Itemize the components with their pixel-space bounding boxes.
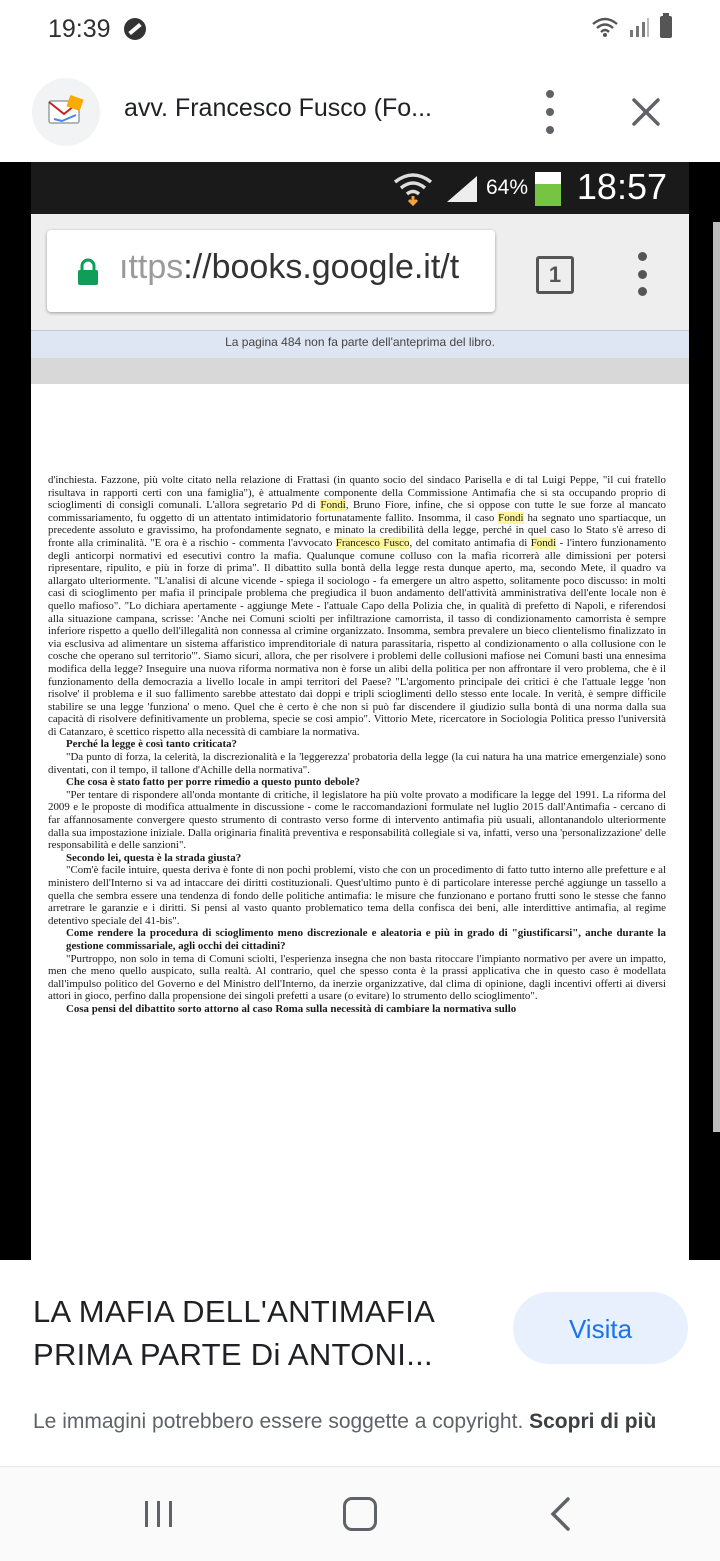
wifi-icon xyxy=(592,16,618,38)
inner-browser-toolbar xyxy=(31,214,689,330)
copyright-notice: Le immagini potrebbero essere soggette a copyright. Scopri di più xyxy=(33,1410,657,1433)
answer: "Da punto di forza, la celerità, la discrezionalità e la 'leggerezza' probatoria della legge (la cui natura ha una matrice emergenziale) sono diventati, con il tempo, il tallone d'Achille della normativa". xyxy=(48,751,666,776)
page-title: avv. Francesco Fusco (Fo... xyxy=(124,94,432,122)
question: Come rendere la procedura di scioglimento meno discrezionale e aleatoria e più in grado di "giustificarsi", anche durante la gestione commissariale, agli occhi dei cittadini? xyxy=(66,927,666,952)
wifi-icon xyxy=(393,170,433,206)
url-text xyxy=(119,248,459,287)
answer: "Com'è facile intuire, questa deriva è fonte di non pochi problemi, visto che con un procedimento di fatto tutto interno alle prefetture e al ministero dell'Interno si va ad intaccare dei diritti costituzionali. Quest'ultimo punto è di particolare interesse perché aggiunge un tassello a quella che sembra essere una tendenza di fondo delle politiche antimafia: le misure che funzionano e portano frutti sono le stesse che fanno arretrare le garanzie e i diritti. Si pensi al vasto quanto problematico tema della confisca dei beni, alle interdittive antimafia, al regime detentivo speciale del 41-bis". xyxy=(48,864,666,927)
book-text xyxy=(48,474,666,1016)
battery-icon xyxy=(660,16,672,38)
result-title[interactable]: LA MAFIA DELL'ANTIMAFIA PRIMA PARTE Di ANTONI... xyxy=(33,1294,434,1372)
do-not-disturb-icon xyxy=(124,18,146,40)
highlight: Fondi xyxy=(498,511,524,524)
question: Che cosa è stato fatto per porre rimedio a questo punto debole? xyxy=(66,776,360,789)
question: Secondo lei, questa è la strada giusta? xyxy=(66,851,242,864)
envelope-logo-icon xyxy=(46,95,86,129)
close-icon[interactable] xyxy=(626,92,666,132)
question: Cosa pensi del dibattito sorto attorno al caso Roma sulla necessità di cambiare la normativa sullo xyxy=(66,1002,517,1015)
learn-more-link[interactable]: Scopri di più xyxy=(529,1410,657,1433)
visit-button[interactable]: Visita xyxy=(513,1292,688,1364)
result-card xyxy=(0,1260,720,1466)
battery-icon xyxy=(535,172,561,206)
dot-icon xyxy=(546,126,554,134)
preview-notice: La pagina 484 non fa parte dell'anteprima del libro. xyxy=(31,330,689,359)
inner-status-bar xyxy=(31,162,689,214)
home-icon[interactable] xyxy=(343,1497,377,1531)
navigation-bar xyxy=(0,1466,720,1561)
inner-time: 18:57 xyxy=(576,166,667,207)
signal-icon xyxy=(628,16,650,38)
highlight: Francesco Fusco xyxy=(335,536,410,549)
url-bar xyxy=(47,230,495,312)
dot-icon xyxy=(546,90,554,98)
recent-apps-icon[interactable] xyxy=(144,1499,174,1529)
answer: "Purtroppo, non solo in tema di Comuni sciolti, l'esperienza insegna che non basta ritoccare l'impianto normativo per avere un impatto, men che meno quello auspicato, sulla realtà. Al contrario, quel che spesso conta è la prassi applicativa che in questo caso è modellata dall'impulso politico del Governo e del Ministro dell'Interno, da inerzie organizzative, dal clima di opinione, dagli incentivi offerti ai diversi attori in gioco, perfino dalla propensione dei singoli prefetti a usare (o evitare) lo strumento dello scioglimento". xyxy=(48,952,666,1003)
paragraph: d'inchiesta. Fazzone, più volte citato nella relazione di Frattasi (in quanto socio del sindaco Parisella e di tal Luigi Peppe, "il cui fratello risultava in rapporti certi con una famiglia"), è attualmente componente della Commissione Antimafia che si sta occupando proprio di scioglimenti di consigli comunali. L'allora segretario Pd di Fondi, Bruno Fiore, infine, che si oppose con tutte le sue forze al mancato commissariamento, fu oggetto di un attentato intimidatorio fortunatamente fallito. Insomma, il caso Fondi ha segnato uno spartiacque, un precedente assoluto e gravissimo, ha profondamente segnato, e minato la credibilità della legge, perché in quel caso lo Stato s'è arreso di fronte alla criminalità. "E ora è a rischio - commenta l'avvocato Francesco Fusco, del comitato antimafia di Fondi - l'intero funzionamento degli anticorpi normativi ed esecutivi contro la mafia. Qualunque comune colluso con la mafia ricorrerà alle dimissioni per potersi ripresentare, ripulito, e più in forze di prima". Il dibattito sulla bontà della legge resta dunque aperto, ma, secondo Mete, il quadro va allargato ulteriormente. "L'analisi di alcune vicende - spiega il sociologo - fa emergere un altro aspetto, solitamente poco discusso: in molti casi di scioglimento per mafia il principale problema che pregiudica il buon andamento dell'attività amministrativa dell'ente locale non è quello mafioso". "Lo dichiara apertamente - aggiunge Mete - l'attuale Capo della Polizia che, in qualità di prefetto di Napoli, e riferendosi alla situazione campana, scrisse: 'Anche nei Comuni sciolti per infiltrazione camorrista, il tasso di condizionamento camorrista è sempre inferiore rispetto a quello dell'illegalità non connessa al crimine organizzato. Insomma, sembra prevalere un bieco clientelismo finalizzato in via esclusiva ad alimentare un sistema affaristico imprenditoriale di natura parassitaria, rispetto al condizionamento o alla collusione con le cosche che operano sul territorio'". Siamo sicuri, allora, che per risolvere i problemi delle collusioni mafiose nei Comuni basti una ennesima modifica della legge? Inseguire una nuova riforma normativa non è forse un alibi della politica per non affrontare il vero problema, che è il funzionamento della democrazia a livello locale in ampi territori del Paese? "L'argomento principale dei critici è che l'attuale legge 'non risolve' il problema e il suo fallimento sarebbe attestato dai doppi e tripli scioglimenti dello stesso ente locale. In verità, è sempre difficile stabilire se una legge 'funziona' o meno. Quel che è certo è che non si può far discendere il giudizio sulla bontà di una norma dalla sua capacità di risolvere definitivamente un problema, specie se così ampio". Vittorio Mete, ricercatore in Sociologia Politica presso l'università di Catanzaro, è scettico rispetto alla necessità di cambiare la normativa. xyxy=(48,474,667,738)
lock-icon xyxy=(77,258,99,286)
dot-icon xyxy=(546,108,554,116)
highlight: Fondi xyxy=(530,536,557,549)
url-host: ://books.google.it/t xyxy=(183,248,460,286)
scrollbar[interactable] xyxy=(713,222,720,1132)
status-bar xyxy=(0,0,720,60)
viewer-header xyxy=(0,60,720,162)
url-scheme: ıttps xyxy=(119,248,184,286)
highlight: Fondi xyxy=(320,499,346,512)
status-icons xyxy=(592,16,672,38)
divider xyxy=(31,358,689,384)
site-favicon[interactable] xyxy=(32,78,100,146)
status-time: 19:39 xyxy=(48,15,111,43)
inner-menu-icon xyxy=(637,252,647,296)
question: Perché la legge è così tanto criticata? xyxy=(66,738,237,751)
tab-count-icon: 1 xyxy=(536,256,574,294)
back-icon[interactable] xyxy=(548,1497,572,1531)
battery-percent: 64% xyxy=(486,176,529,199)
answer: "Per tentare di rispondere all'onda montante di critiche, il legislatore ha più volte provato a modificare la legge del 1991. La riforma del 2009 e le proposte di modifica attualmente in discussione - come le raccomandazioni formulate nel luglio 2015 dall'Antimafia - cercano di far affannosamente convergere questo strumento di contrasto verso forme di intervento antimafia più usuali, allontanandolo ulteriormente dalla sua impostazione iniziale. Dalla originaria finalità preventiva e responsabilità collegiale si va, infatti, verso una 'personalizzazione' delle responsabilità e delle sanzioni". xyxy=(48,788,666,852)
signal-icon xyxy=(445,174,479,204)
more-options-button[interactable] xyxy=(536,90,564,134)
